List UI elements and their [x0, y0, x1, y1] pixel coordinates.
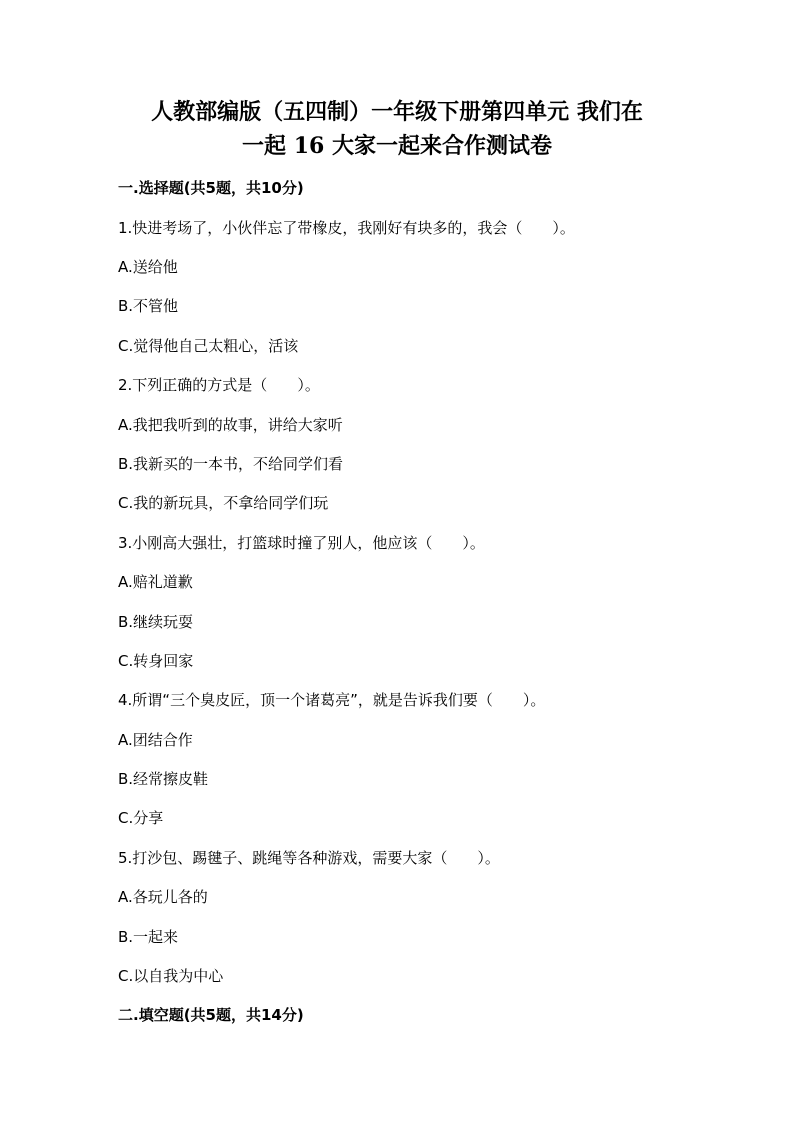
- question-3-option-c: C.转身回家: [118, 652, 194, 670]
- question-2-stem: 2.下列正确的方式是（ ）。: [118, 376, 320, 394]
- question-3-stem: 3.小刚高大强壮，打篮球时撞了别人，他应该（ ）。: [118, 534, 485, 552]
- question-5-option-b: B.一起来: [118, 928, 179, 946]
- question-1-option-a: A.送给他: [118, 258, 178, 276]
- question-4-option-c: C.分享: [118, 809, 164, 827]
- question-1-option-b: B.不管他: [118, 297, 179, 315]
- section-heading-choice: 一.选择题(共5题，共10分): [118, 179, 304, 197]
- section-heading-fill-in: 二.填空题(共5题，共14分): [118, 1006, 304, 1024]
- question-1-option-c: C.觉得他自己太粗心，活该: [118, 337, 299, 355]
- question-5-option-a: A.各玩儿各的: [118, 888, 208, 906]
- document-title-line-2: 一起 16 大家一起来合作测试卷: [242, 133, 552, 159]
- question-4-option-a: A.团结合作: [118, 731, 193, 749]
- question-3-option-b: B.继续玩耍: [118, 613, 194, 631]
- question-4-option-b: B.经常擦皮鞋: [118, 770, 209, 788]
- question-2-option-b: B.我新买的一本书，不给同学们看: [118, 455, 344, 473]
- question-4-stem: 4.所谓“三个臭皮匠，顶一个诸葛亮”，就是告诉我们要（ ）。: [118, 691, 546, 709]
- question-5-stem: 5.打沙包、踢毽子、跳绳等各种游戏，需要大家（ ）。: [118, 849, 500, 867]
- question-5-option-c: C.以自我为中心: [118, 967, 224, 985]
- question-1-stem: 1.快进考场了，小伙伴忘了带橡皮，我刚好有块多的，我会（ ）。: [118, 219, 575, 237]
- question-2-option-c: C.我的新玩具，不拿给同学们玩: [118, 494, 329, 512]
- question-3-option-a: A.赔礼道歉: [118, 573, 193, 591]
- question-2-option-a: A.我把我听到的故事，讲给大家听: [118, 416, 343, 434]
- document-title-line-1: 人教部编版（五四制）一年级下册第四单元 我们在: [151, 99, 643, 125]
